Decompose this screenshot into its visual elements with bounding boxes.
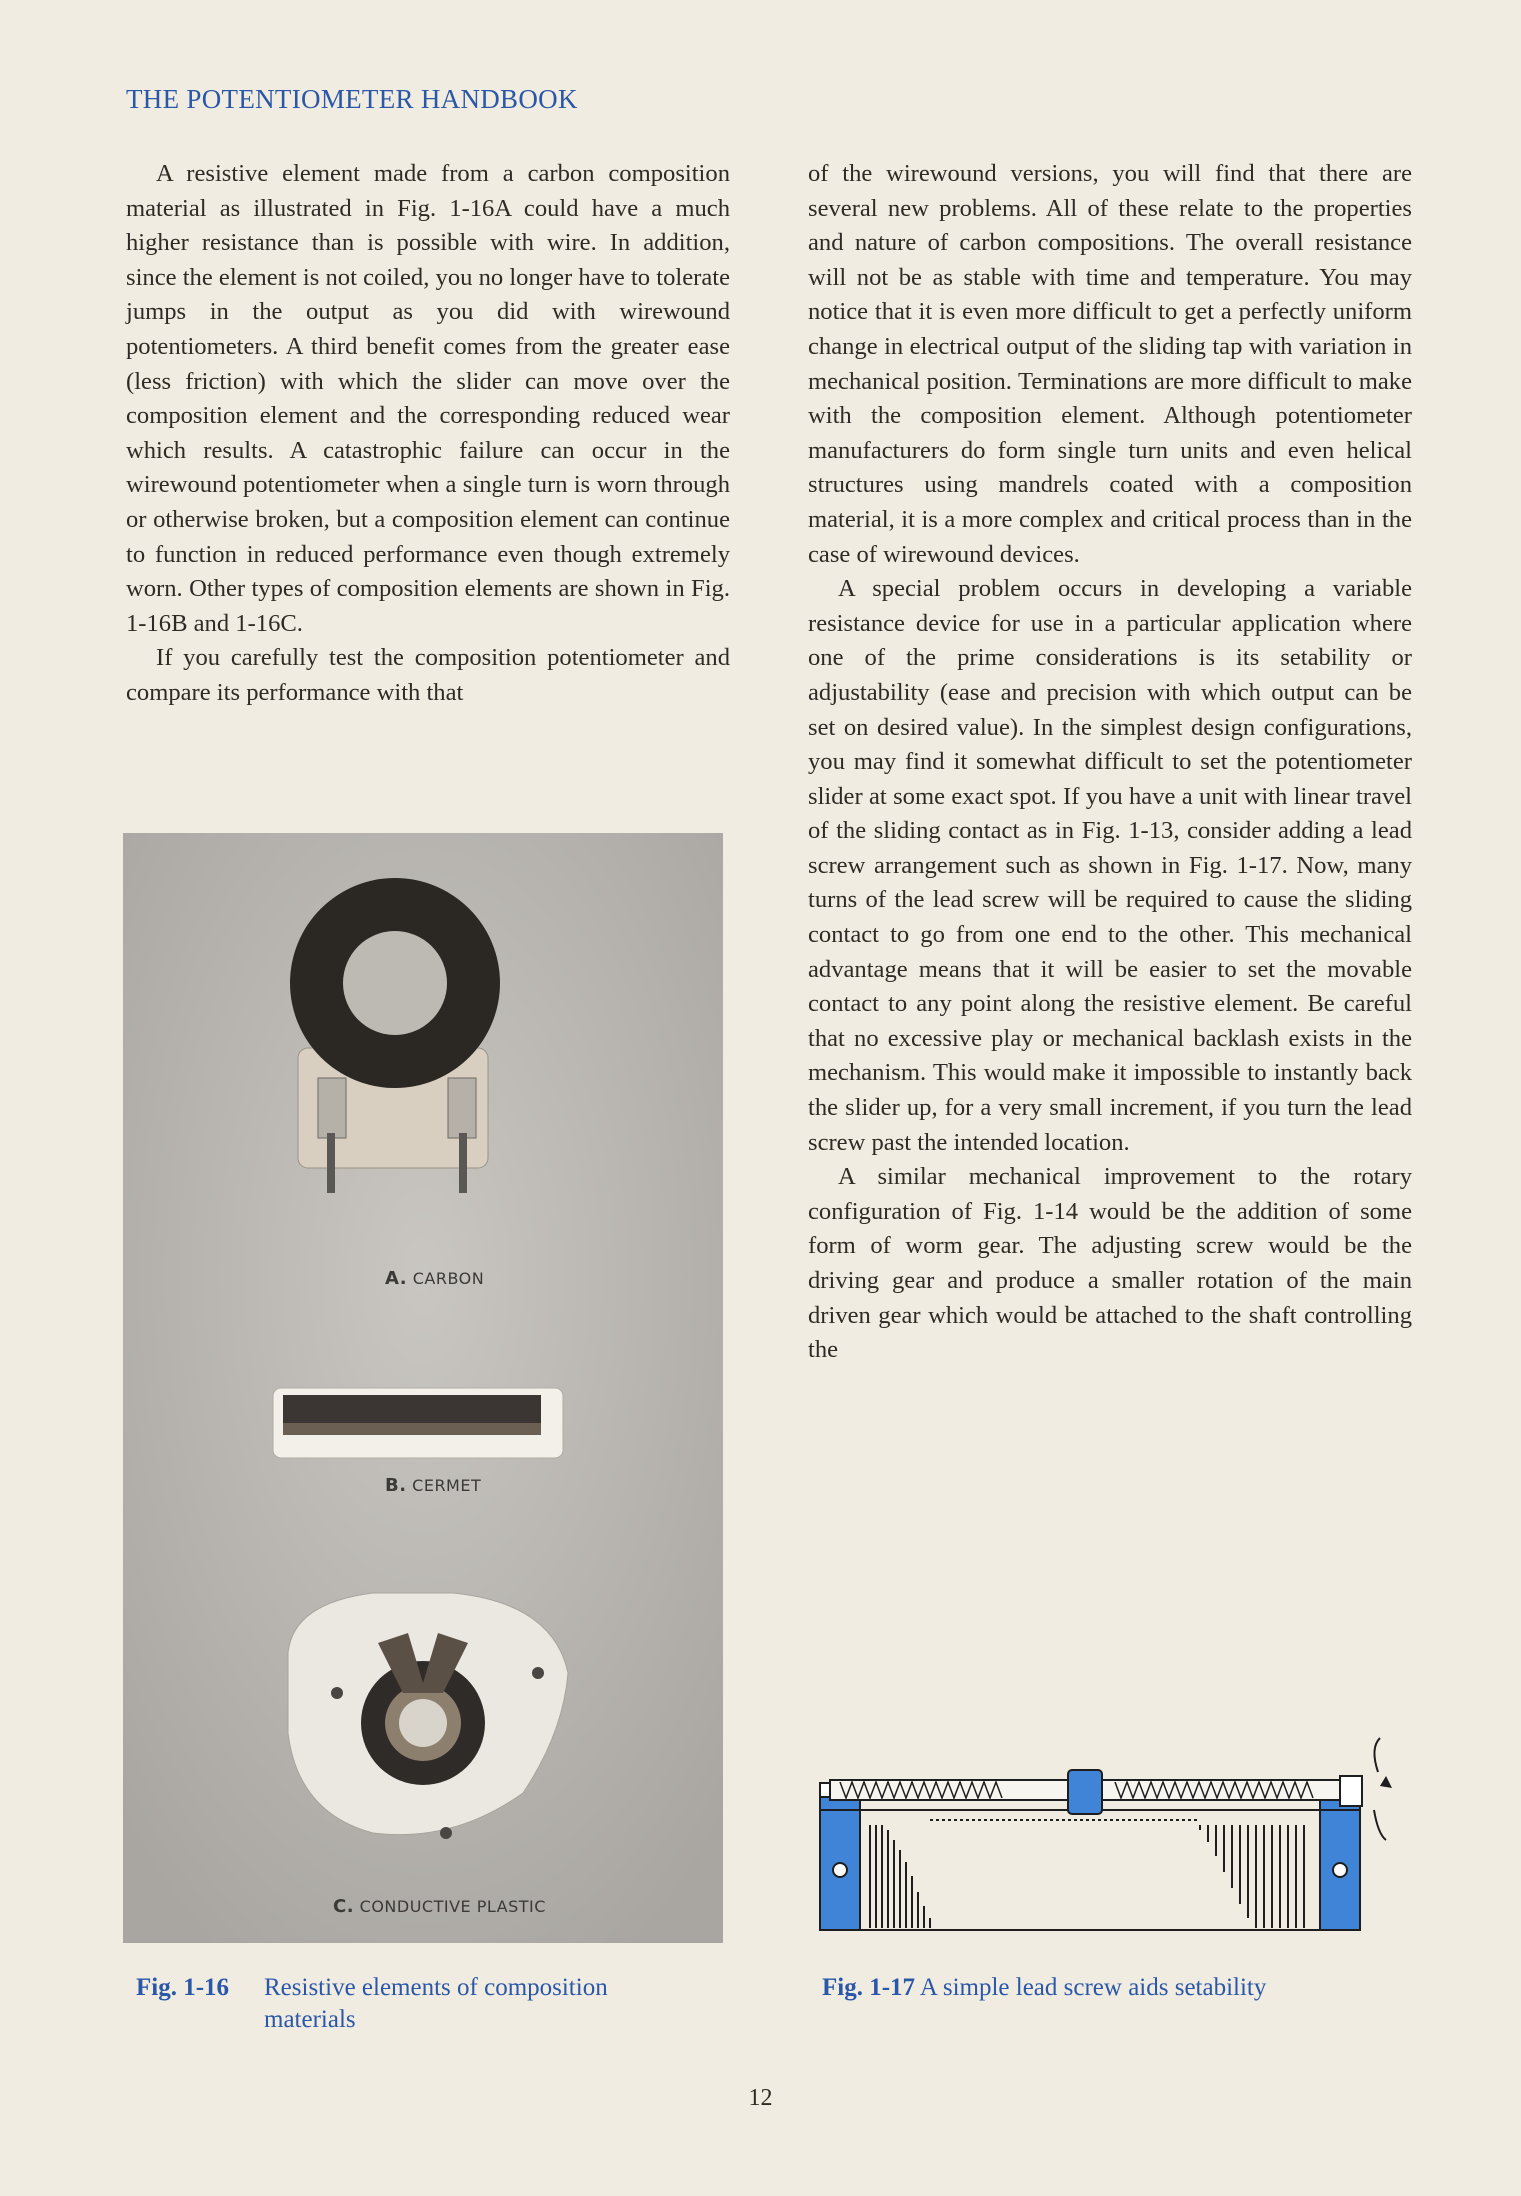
caption-text: A simple lead screw aids setability — [919, 1974, 1267, 2001]
paragraph: A special problem occurs in developing a variable resistance device for use in a particular application where one of the prime considerations is its setability or adjustability (ease and precision with which output can be set on desired value). In the simplest design configurations, you may find it somewhat difficult to set the potentiometer slider at some exact spot. If you have a unit with linear travel of the sliding contact as in Fig. 1-13, consider adding a lead screw arrangement such as shown in Fig. 1-17. Now, many turns of the lead screw will be required to cause the sliding contact to go from one end to the other. This mechanical advantage means that it will be easier to set the movable contact to any point along the resistive element. Be careful that no excessive play or mechanical backlash exists in the mechanism. This would make it impossible to instantly back the slider up, for a very small increment, if you turn the lead screw past the intended location. — [808, 575, 1412, 1156]
figure-1-16-photo — [123, 833, 723, 1943]
paragraph: of the wirewound versions, you will find that there are several new problems. All of these relate to the properties and nature of carbon compositions. The overall resistance will not be as stable with time and temperature. You may notice that it is even more difficult to get a perfectly uniform change in electrical output of the sliding tap with variation in mechanical position. Terminations are more difficult to make with the composition element. Although potentiometer manufacturers do form single turn units and even helical structures using mandrels coated with a composition material, it is a more complex and critical process than in the case of wirewound devices. — [808, 160, 1412, 568]
page-number: 12 — [748, 2085, 773, 2111]
label-carbon: A. CARBON — [385, 1268, 485, 1289]
paragraph: A resistive element made from a carbon composition material as illustrated in Fig. 1-16A could have a much higher resistance than is possible with wire. In addition, since the element is not coiled, you no longer have to tolerate jumps in the output as you did with wirewound potentiometers. A third benefit comes from the greater ease (less friction) with which the slider can move over the composition element and the corresponding reduced wear which results. A catastrophic failure can occur in the wirewound potentiometer when a single turn is worn through or otherwise broken, but a composition element can continue to function in reduced performance even though extremely worn. Other types of composition elements are shown in Fig. 1-16B and 1-16C. — [126, 160, 730, 637]
figure-1-17-lead-screw-diagram — [800, 1680, 1400, 1940]
caption-number: Fig. 1-17 — [822, 1974, 916, 2001]
figure-1-17-caption — [822, 1972, 1422, 2004]
adjust-knob-icon — [1340, 1776, 1362, 1806]
resistive-element — [870, 1825, 1304, 1928]
sliding-contact — [1068, 1770, 1102, 1814]
carbon-element — [290, 878, 500, 1193]
running-header: THE POTENTIOMETER HANDBOOK — [126, 84, 578, 114]
right-text-column — [808, 157, 1412, 1368]
paragraph: A similar mechanical improvement to the rotary configuration of Fig. 1-14 would be the addition of some form of worm gear. The adjusting screw would be the driving gear and produce a smaller rotation of the main driven gear which would be attached to the shaft controlling the — [808, 1163, 1412, 1364]
cermet-element — [273, 1388, 563, 1458]
left-text-column — [126, 157, 730, 711]
caption-text: Resistive elements of composition materials — [264, 1974, 608, 2033]
figure-1-16-caption — [136, 1972, 716, 2036]
caption-number: Fig. 1-16 — [136, 1974, 230, 2001]
label-cermet: B. CERMET — [385, 1475, 482, 1496]
composition-elements-illustration — [123, 833, 723, 1943]
paragraph: If you carefully test the composition potentiometer and compare its performance with that — [126, 644, 730, 706]
label-conductive-plastic: C. CONDUCTIVE PLASTIC — [333, 1896, 546, 1917]
